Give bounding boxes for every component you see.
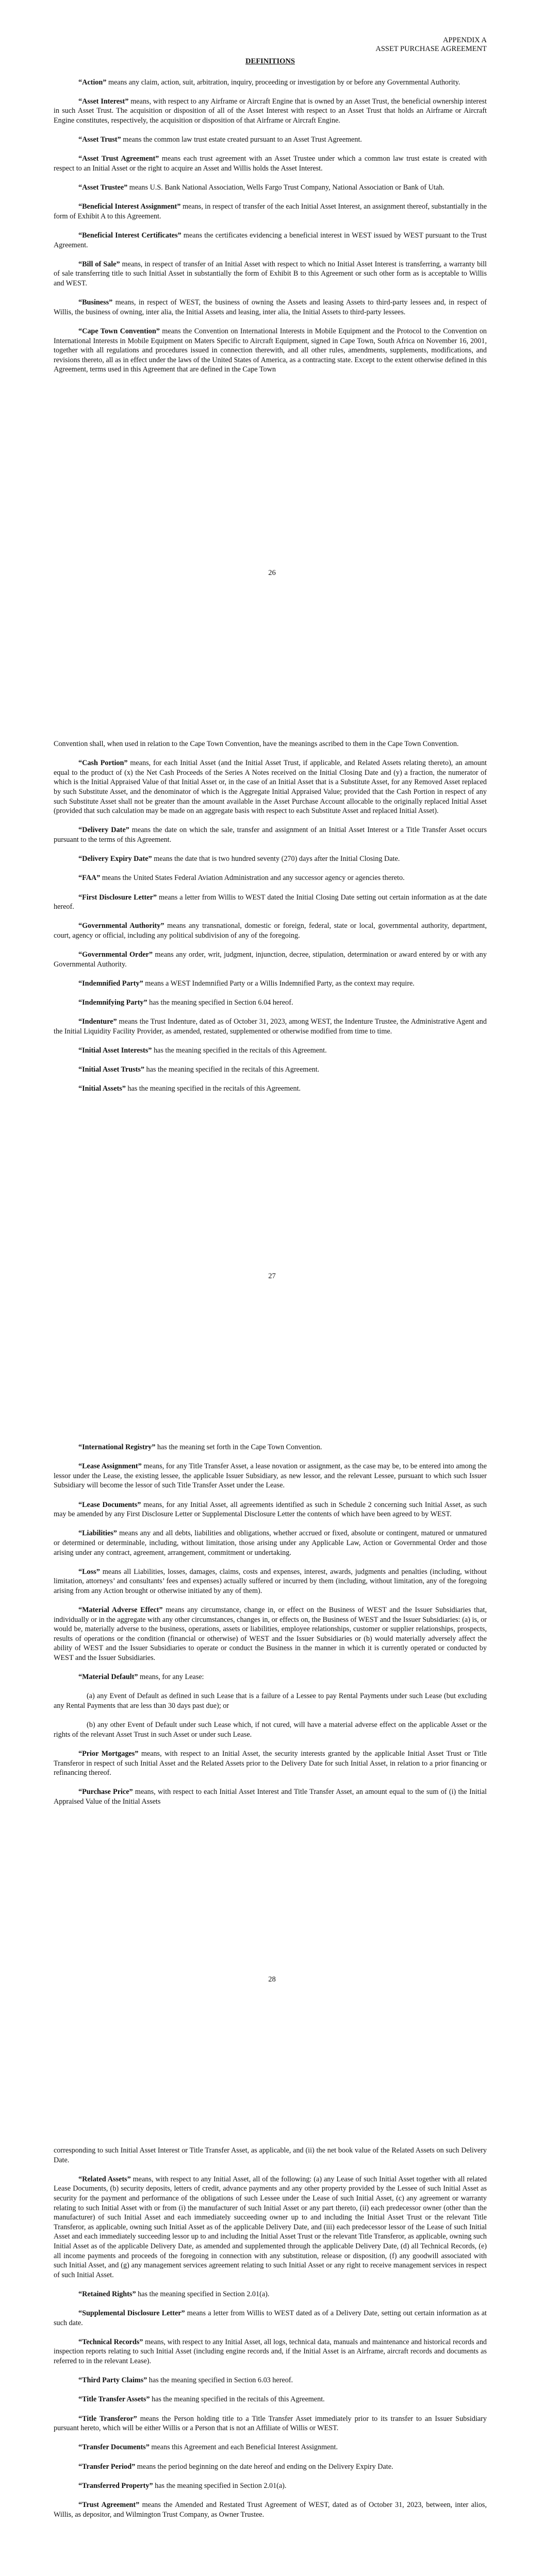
definition-paragraph (54, 1046, 487, 1056)
definition-paragraph (54, 1720, 487, 1739)
definition-text: means any order, writ, judgment, injunction, decree, stipulation, determination or award entered by or with any Governmental Authority. (54, 951, 487, 969)
definition-paragraph (54, 1462, 487, 1490)
definition-paragraph (54, 260, 487, 289)
defined-term: “Transfer Documents” (78, 2443, 150, 2452)
definition-text: means a letter from Willis to WEST dated as of a Delivery Date, setting out certain information as at such date. (54, 2309, 487, 2327)
definition-paragraph (54, 979, 487, 989)
page-4 (0, 2110, 544, 2576)
definition-text: means the Amended and Restated Trust Agreement of WEST, dated as of October 31, 2023, between, inter alios, Willis, as depositor, and Wilmington Trust Company, as Owner Trustee. (54, 2500, 487, 2519)
definition-paragraph (54, 1500, 487, 1519)
page-number: 28 (268, 1975, 276, 1984)
definition-text: means, for each Initial Asset (and the Initial Asset Trust, if applicable, and Related Assets relating thereto), an amount equal to the product of (x) the Net Cash Proceeds of the Series A Notes received on the Initial Closing Date and (y) a fraction, the numerator of which is the Initial Appraised Value of that Initial Asset or, in the case of an Initial Asset that is a Substitute Asset, for any Removed Asset replaced by such Substitute Asset, and the denominator of which is the Aggregate Initial Appraised Value; provided that the Cash Portion in respect of any such Substitute Asset shall not be greater than the amount available in the Asset Purchase Account allocable to the originally replaced Initial Asset (provided that such calculation may be made on an aggregate basis with respect to each Substitute Asset and replaced Initial Asset). (54, 759, 487, 816)
definition-paragraph (54, 97, 487, 126)
definition-paragraph (54, 2376, 487, 2385)
definition-text: means the United States Federal Aviation Administration and any successor agency or agencies thereto. (100, 874, 405, 883)
page-1-content (54, 36, 487, 384)
definition-paragraph (54, 2414, 487, 2433)
definition-paragraph (54, 873, 487, 883)
definition-text: means U.S. Bank National Association, Wells Fargo Trust Company, National Association or Bank of Utah. (127, 183, 444, 192)
defined-term: “Retained Rights” (78, 2290, 136, 2298)
defined-term: “Purchase Price” (78, 1788, 133, 1797)
page-3-content (54, 1443, 487, 1816)
definition-paragraph (54, 327, 487, 375)
defined-term: “Trust Agreement” (78, 2500, 140, 2509)
definition-text: has the meaning set forth in the Cape Town Convention. (155, 1443, 322, 1451)
defined-term: “Asset Trust Agreement” (78, 155, 159, 163)
definition-paragraph (54, 998, 487, 1008)
defined-term: “International Registry” (78, 1443, 156, 1451)
defined-term: “Title Transfer Assets” (78, 2395, 150, 2404)
page-4-content (54, 2146, 487, 2529)
defined-term: “Beneficial Interest Assignment” (78, 202, 181, 211)
definition-text: has the meaning specified in Section 6.03 hereof. (147, 2376, 293, 2385)
definition-paragraph (54, 78, 487, 88)
definition-text: has the meaning specified in Section 2.01(a). (153, 2481, 287, 2490)
page-2 (0, 703, 544, 1406)
defined-term: “Liabilities” (78, 1529, 117, 1538)
definition-paragraph (54, 2395, 487, 2404)
definition-paragraph (54, 2500, 487, 2519)
defined-term: “Cape Town Convention” (78, 327, 160, 336)
definition-text: has the meaning specified in the recitals of this Agreement. (144, 1065, 320, 1074)
definition-text: means, with respect to an Initial Asset, the security interests granted by the applicable Initial Asset Trust or Title Transferor in respect of such Initial Asset and the Related Assets prior to the Delivery Date for such Initial Asset, in relation to a prior financing or refinancing thereof. (54, 1750, 487, 1777)
definition-text: has the meaning specified in the recitals of this Agreement. (125, 1084, 301, 1093)
definition-text: means, with respect to any Initial Asset, all of the following: (a) any Lease of such Initial Asset together with all related Lease Documents, (b) security deposits, letters of credit, advance payments and any other property provided by the Lessee of such Initial Asset as security for the payment and performance of the obligations of such Lessee under the Lease of such Initial Asset, (c) any agreement or warranty relating to such Initial Asset with or from (i) the manufacturer of such Initial Asset or any part thereto, (ii) each predecessor owner (other than the manufacturer) of such Initial Asset and each immediately succeeding owner up to and including the Initial Asset Trust or the relevant Title Transferor, as applicable, owning such Initial Asset as of the applicable Delivery Date, and (iii) each predecessor lessor of the Lease of such Initial Asset and each immediately succeeding lessor up to and including the Initial Asset Trust or the relevant Title Transferor, as applicable, owning such Initial Asset as of the applicable Delivery Date, as amended and supplemented through the applicable Delivery Date, (d) all Technical Records, (e) all income payments and proceeds of the foregoing in connection with any substitution, release or disposition, (f) any goodwill associated with such Initial Asset, and (g) any management services agreement relating to such Initial Asset or any right to receive management services in respect of such Initial Asset. (54, 2175, 487, 2279)
definition-paragraph (54, 183, 487, 193)
defined-term: “Initial Assets” (78, 1084, 126, 1093)
defined-term: “Material Default” (78, 1673, 138, 1682)
definition-paragraph (54, 135, 487, 145)
definition-text: means a letter from Willis to WEST dated the Initial Closing Date setting out certain information as at the date hereof. (54, 893, 487, 911)
definition-paragraph (54, 921, 487, 940)
definition-text: (b) any other Event of Default under such Lease which, if not cured, will have a material adverse effect on the applicable Asset or the rights of the relevant Asset Trust in such Asset or under such Lease. (54, 1721, 487, 1739)
defined-term: “Initial Asset Trusts” (78, 1065, 144, 1074)
definition-paragraph (54, 1672, 487, 1682)
defined-term: “Delivery Date” (78, 826, 129, 835)
definition-text: means the period beginning on the date hereof and ending on the Delivery Expiry Date. (135, 2462, 393, 2471)
definition-text: has the meaning specified in Section 2.01(a). (136, 2290, 270, 2298)
definition-text: (a) any Event of Default as defined in such Lease that is a failure of a Lessee to pay Rental Payments under such Lease (but excluding any Rental Payments that are less than 30 days past due); or (54, 1692, 487, 1710)
definition-paragraph (54, 1605, 487, 1663)
definition-paragraph (54, 2309, 487, 2328)
definition-text: Convention shall, when used in relation to the Cape Town Convention, have the meanings ascribed to them in the Cape Town Convention. (54, 740, 459, 748)
definition-paragraph (54, 298, 487, 317)
definition-paragraph (54, 854, 487, 864)
definition-text: means the Trust Indenture, dated as of October 31, 2023, among WEST, the Indenture Trustee, the Administrative Agent and the Initial Liquidity Facility Provider, as amended, restated, supplemented or otherwise modified from time to time. (54, 1018, 487, 1036)
defined-term: “Indemnifying Party” (78, 998, 147, 1007)
defined-term: “Bill of Sale” (78, 260, 120, 268)
defined-term: “Asset Trustee” (78, 183, 128, 192)
definition-text: means all Liabilities, losses, damages, claims, costs and expenses, interest, awards, judgments and penalties (including, without limitation, attorneys’ and consultants’ fees and expenses) actually suffered or incurred by them (including, without limitation, any of the foregoing arising from any Action brought or otherwise initiated by any of them). (54, 1567, 487, 1595)
definition-paragraph (54, 202, 487, 221)
page-2-content (54, 739, 487, 1104)
definition-paragraph (54, 1529, 487, 1557)
defined-term: “Governmental Authority” (78, 922, 164, 930)
definition-paragraph (54, 2481, 487, 2491)
definition-paragraph (54, 1787, 487, 1806)
defined-term: “Asset Interest” (78, 97, 129, 106)
appendix-label: APPENDIX A (443, 36, 487, 44)
definition-text: means any claim, action, suit, arbitration, inquiry, proceeding or investigation by or before any Governmental Authority. (106, 78, 460, 87)
defined-term: “Indemnified Party” (78, 979, 143, 988)
defined-term: “Prior Mortgages” (78, 1750, 139, 1758)
defined-term: “Third Party Claims” (78, 2376, 147, 2385)
definition-text: means each trust agreement with an Asset Trustee under which a common law trust estate is created with respect to an Initial Asset or the right to acquire an Asset and Willis holds the Asset Interest. (54, 155, 487, 173)
defined-term: “FAA” (78, 874, 101, 883)
defined-term: “Action” (78, 78, 107, 87)
definition-text: means the common law trust estate created pursuant to an Asset Trust Agreement. (121, 135, 362, 144)
definition-paragraph (54, 893, 487, 912)
definition-paragraph (54, 2337, 487, 2366)
defined-term: “Transferred Property” (78, 2481, 153, 2490)
definition-text: means a WEST Indemnified Party or a Willis Indemnified Party, as the context may require. (143, 979, 415, 988)
defined-term: “Material Adverse Effect” (78, 1606, 163, 1615)
page-number: 26 (268, 569, 276, 577)
definition-text: means, for any Lease: (138, 1673, 204, 1682)
definition-text: means this Agreement and each Beneficial Interest Assignment. (149, 2443, 338, 2452)
definition-text: means, for any Initial Asset, all agreements identified as such in Schedule 2 concerning such Initial Asset, as such may be amended by any First Disclosure Letter or Supplemental Disclosure Letter the contents of which have been agreed to by WEST. (54, 1500, 487, 1519)
defined-term: “Cash Portion” (78, 759, 128, 768)
definition-text: means, for any Title Transfer Asset, a lease novation or assignment, as the case may be, to be entered into among the lessor under the Lease, the existing lessee, the applicable Issuer Subsidiary, as new lessor, and the relevant Lessee, pursuant to which such Issuer Subsidiary will become the lessor of such Title Transfer Asset under the Lease. (54, 1462, 487, 1490)
definition-paragraph (54, 231, 487, 250)
defined-term: “Indenture” (78, 1018, 117, 1026)
page-1 (0, 0, 544, 703)
definition-paragraph (54, 2175, 487, 2280)
definition-paragraph (54, 1443, 487, 1452)
definition-text: means the certificates evidencing a beneficial interest in WEST issued by WEST pursuant to the Trust Agreement. (54, 231, 487, 249)
defined-term: “Technical Records” (78, 2337, 143, 2346)
definition-text: means, in respect of WEST, the business of owning the Assets and leasing Assets to third-party lessees and, in respect of Willis, the business of owning, inter alia, the Initial Assets and leasing, inter alia, the Initial Assets to third-party lessees. (54, 298, 487, 316)
definition-paragraph (54, 154, 487, 173)
defined-term: “Loss” (78, 1567, 100, 1576)
defined-term: “Title Transferor” (78, 2414, 137, 2423)
defined-term: “Supplemental Disclosure Letter” (78, 2309, 185, 2318)
definition-paragraph (54, 1749, 487, 1778)
defined-term: “Governmental Order” (78, 951, 153, 959)
agreement-title: ASSET PURCHASE AGREEMENT (375, 45, 487, 53)
definition-text: has the meaning specified in the recitals of this Agreement. (150, 2395, 325, 2404)
definition-text: has the meaning specified in the recitals of this Agreement. (152, 1046, 327, 1055)
defined-term: “Delivery Expiry Date” (78, 855, 152, 863)
definition-text: means, with respect to each Initial Asset Interest and Title Transfer Asset, an amount equal to the sum of (i) the Initial Appraised Value of the Initial Assets (54, 1788, 487, 1806)
defined-term: “Beneficial Interest Certificates” (78, 231, 182, 240)
defined-term: “Lease Assignment” (78, 1462, 142, 1471)
definition-text: means the Convention on International Interests in Mobile Equipment and the Protocol to the Convention on International Interests in Mobile Equipment on Maters Specific to Aircraft Equipment, signed in Cape Town, South Africa on November 16, 2001, together with all regulations and procedures issued in connection therewith, and all other rules, amendments, supplements, modifications, and revisions thereto, all as in effect under the laws of the United States of America, as a contracting state. Except to the extent otherwise defined in this Agreement, terms used in this Agreement that are defined in the Cape Town (54, 327, 487, 374)
definition-text: means any transnational, domestic or foreign, federal, state or local, governmental authority, department, court, agency or official, including any political subdivision of any of the foregoing. (54, 922, 487, 940)
definition-paragraph (54, 2146, 487, 2165)
page-3 (0, 1406, 544, 2110)
definition-text: means, in respect of transfer of the each Initial Asset Interest, an assignment thereof, substantially in the form of Exhibit A to this Agreement. (54, 202, 487, 221)
definition-paragraph (54, 2462, 487, 2472)
definition-text: means, in respect of transfer of an Initial Asset with respect to which no Initial Asset Interest is transferring, a warranty bill of sale transferring title to such Initial Asset in substantially the form of Exhibit B to this Agreement or such other form as is acceptable to Willis and WEST. (54, 260, 487, 288)
definition-text: means the date that is two hundred seventy (270) days after the Initial Closing Date. (152, 855, 400, 863)
defined-term: “Initial Asset Interests” (78, 1046, 152, 1055)
definition-paragraph (54, 758, 487, 816)
definition-text: means any circumstance, change in, or effect on the Business of WEST and the Issuer Subsidiaries that, individually or in the aggregate with any other circumstances, changes in, or effects on, the Business of WEST and the Issuer Subsidiaries: (a) is, or would be, materially adverse to the business, operations, assets or liabilities, employee relationships, customer or supplier relationships, prospects, results of operations or the condition (financial or otherwise) of WEST and the Issuer Subsidiaries or (b) would materially adversely affect the ability of WEST and the Issuer Subsidiaries to operate or conduct the Business in the manner in which it is currently operated or conducted by WEST and the Issuer Subsidiaries. (54, 1606, 487, 1663)
page-number: 27 (268, 1272, 276, 1280)
definition-text: has the meaning specified in Section 6.04 hereof. (147, 998, 293, 1007)
definition-text: means, with respect to any Initial Asset, all logs, technical data, manuals and maintenance and historical records and inspection reports relating to such Initial Asset (including engine records and, if the Initial Asset is an Airframe, aircraft records and documents as referred to in the relevant Lease). (54, 2337, 487, 2366)
defined-term: “First Disclosure Letter” (78, 893, 157, 902)
definition-text: means, with respect to any Airframe or Aircraft Engine that is owned by an Asset Trust, the beneficial ownership interest in such Asset Trust. The acquisition or disposition of all of the Asset Interest with respect to an Asset Trust that holds an Airframe or Aircraft Engine constitutes, respectively, the acquisition or disposition of that Airframe or Aircraft Engine. (54, 97, 487, 125)
definition-paragraph (54, 1567, 487, 1596)
definition-paragraph (54, 825, 487, 844)
definition-text: means any and all debts, liabilities and obligations, whether accrued or fixed, absolute or contingent, matured or unmatured or determined or determinable, including, without limitation, those arising under any Applicable Law, Action or Governmental Order and those arising under any contract, agreement, arrangement, commitment or undertaking. (54, 1529, 487, 1557)
definition-paragraph (54, 1691, 487, 1710)
defined-term: “Lease Documents” (78, 1500, 141, 1509)
defined-term: “Asset Trust” (78, 135, 121, 144)
definition-paragraph (54, 1065, 487, 1075)
defined-term: “Related Assets” (78, 2175, 131, 2183)
defined-term: “Transfer Period” (78, 2462, 136, 2471)
section-title: DEFINITIONS (245, 57, 295, 65)
definition-paragraph (54, 1084, 487, 1094)
definition-paragraph (54, 950, 487, 969)
definition-paragraph (54, 739, 487, 749)
defined-term: “Business” (78, 298, 113, 307)
definition-text: means the Person holding title to a Title Transfer Asset immediately prior to its transfer to an Issuer Subsidiary pursuant hereto, which will be either Willis or a Person that is not an Affiliate of Willis or WEST. (54, 2414, 487, 2433)
definition-paragraph (54, 2290, 487, 2299)
definition-paragraph (54, 1017, 487, 1036)
definition-paragraph (54, 2443, 487, 2452)
definition-text: means the date on which the sale, transfer and assignment of an Initial Asset Interest or a Title Transfer Asset occurs pursuant to the terms of this Agreement. (54, 826, 487, 844)
definition-text: corresponding to such Initial Asset Interest or Title Transfer Asset, as applicable, and (ii) the net book value of the Related Assets on such Delivery Date. (54, 2146, 487, 2164)
